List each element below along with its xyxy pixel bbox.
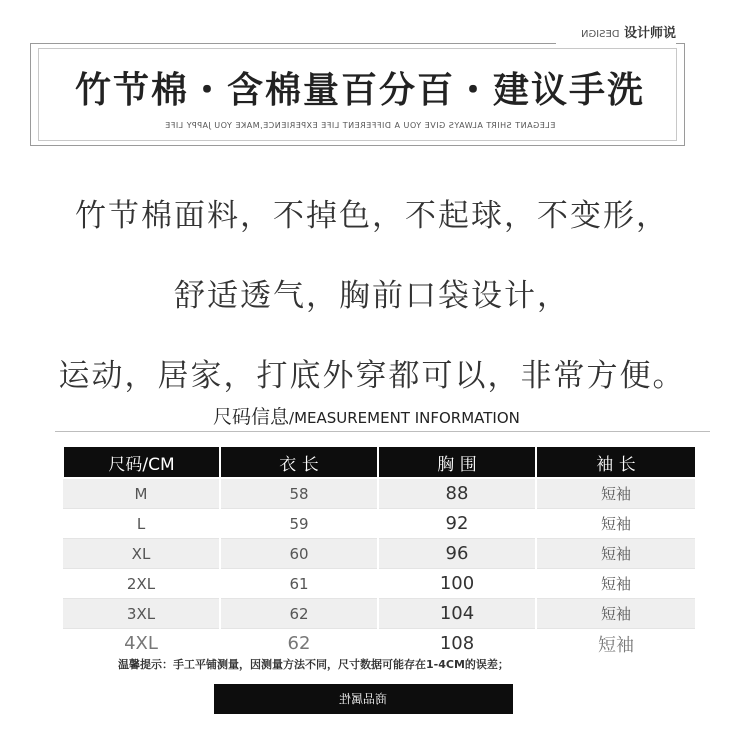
chest-cell: 92 [378,509,536,539]
design-tag [556,22,676,46]
table-row [63,569,696,599]
header-length: 衣 长 [220,446,378,478]
size-cell: L [63,509,220,539]
length-cell: 62 [220,629,378,659]
size-cell: 4XL [63,629,220,659]
measurement-title-cn: 尺码信息 [213,406,290,428]
mirrored-slogan: ELEGANT SHIRT ALWAYS GIVE YOU A DIFFERENT LIFE EXPERIENCE,MAKE YOU JAPPY LIFE [164,121,556,130]
size-cell: 3XL [63,599,220,629]
description-line-2: 舒适透气，胸前口袋设计， [174,278,570,314]
chest-cell: 100 [378,569,536,599]
sleeve-cell: 短袖 [536,599,696,629]
design-tag-cn: 设计师说 [623,26,676,41]
size-cell: XL [63,539,220,569]
measurement-divider [55,431,710,432]
headline: 竹节棉・含棉量百分百・建议手洗 [74,70,645,111]
sleeve-cell: 短袖 [536,478,696,509]
chest-cell: 108 [378,629,536,659]
length-cell: 60 [220,539,378,569]
chest-cell: 96 [378,539,536,569]
table-row [63,629,696,659]
size-table [62,445,697,658]
measurement-title-en: /MEASUREMENT INFORMATION [289,409,520,427]
length-cell: 59 [220,509,378,539]
sleeve-cell: 短袖 [536,509,696,539]
sleeve-cell: 短袖 [536,629,696,659]
length-cell: 61 [220,569,378,599]
size-cell: 2XL [63,569,220,599]
measurement-note: 温馨提示：手工平铺测量，因测量方法不同，尺寸数据可能存在1-4CM的误差； [118,658,509,671]
measurement-title [213,402,520,429]
size-table-header [63,446,696,478]
sleeve-cell: 短袖 [536,569,696,599]
description-line-3: 运动，居家，打底外穿都可以，非常方便。 [58,358,686,394]
header-sleeve: 袖 长 [536,446,696,478]
chest-cell: 104 [378,599,536,629]
product-attributes-label: 商品属性 [339,692,388,706]
table-row [63,599,696,629]
header-size: 尺码/CM [63,446,220,478]
description-line-1: 竹节棉面料，不掉色，不起球，不变形， [75,198,669,234]
length-cell: 62 [220,599,378,629]
length-cell: 58 [220,478,378,509]
table-row [63,539,696,569]
product-attributes-bar [214,684,513,714]
design-tag-en: DESIGN [581,29,620,40]
size-cell: M [63,478,220,509]
table-row [63,509,696,539]
chest-cell: 88 [378,478,536,509]
sleeve-cell: 短袖 [536,539,696,569]
table-row [63,478,696,509]
header-chest: 胸 围 [378,446,536,478]
